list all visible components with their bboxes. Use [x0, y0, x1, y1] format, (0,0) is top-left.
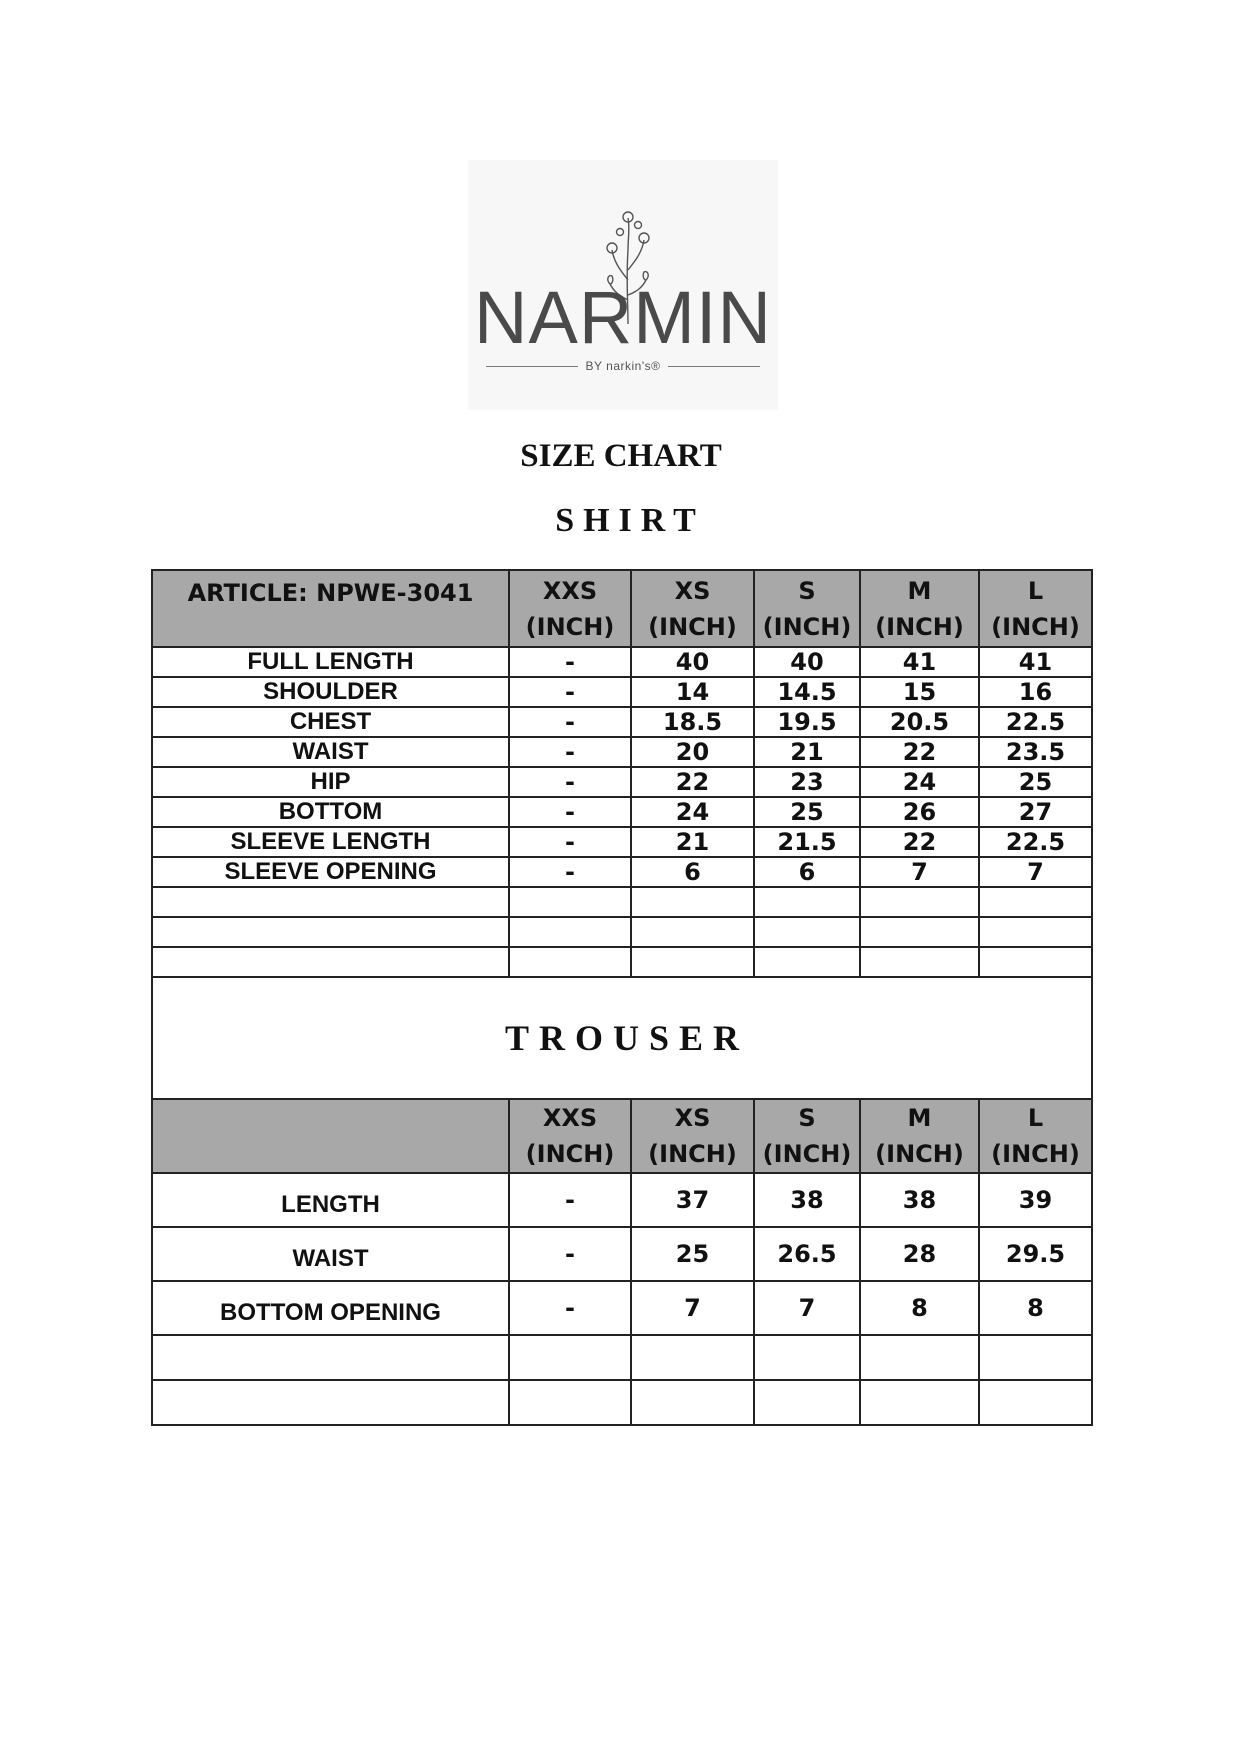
size-code: XXS	[542, 1104, 598, 1132]
measurement-value: 20.5	[860, 707, 979, 737]
measurement-value: 27	[979, 797, 1092, 827]
measurement-value: 15	[860, 677, 979, 707]
brand-logo	[468, 160, 778, 410]
size-unit: (INCH)	[762, 1140, 852, 1168]
size-code: M	[907, 576, 932, 605]
measurement-value: 21	[631, 827, 754, 857]
table-row	[152, 1173, 1092, 1227]
measurement-value: -	[509, 647, 631, 677]
size-unit: (INCH)	[525, 1140, 615, 1168]
size-header	[631, 1099, 754, 1173]
table-row	[152, 647, 1092, 677]
measurement-value: 20	[631, 737, 754, 767]
measurement-label: WAIST	[152, 737, 509, 767]
size-unit: (INCH)	[875, 1140, 964, 1168]
measurement-value: 21	[754, 737, 860, 767]
measurement-value: 23	[754, 767, 860, 797]
measurement-value: -	[509, 1281, 631, 1335]
table-row	[152, 737, 1092, 767]
size-header	[979, 570, 1092, 647]
size-unit: (INCH)	[648, 1140, 737, 1168]
size-unit: (INCH)	[991, 612, 1080, 641]
measurement-value: 18.5	[631, 707, 754, 737]
size-header	[754, 1099, 860, 1173]
empty-row	[152, 887, 1092, 917]
measurement-label: SLEEVE LENGTH	[152, 827, 509, 857]
measurement-value: 22.5	[979, 707, 1092, 737]
measurement-value: -	[509, 677, 631, 707]
measurement-label: FULL LENGTH	[152, 647, 509, 677]
empty-row	[152, 1380, 1092, 1425]
measurement-value: 19.5	[754, 707, 860, 737]
measurement-value: 41	[979, 647, 1092, 677]
page-title: SIZE CHART	[520, 438, 722, 474]
measurement-value: 22.5	[979, 827, 1092, 857]
logo-byline: BY narkin's®	[585, 359, 661, 373]
measurement-value: 16	[979, 677, 1092, 707]
measurement-value: 22	[860, 827, 979, 857]
table-row	[152, 767, 1092, 797]
measurement-value: -	[509, 767, 631, 797]
measurement-value: 41	[860, 647, 979, 677]
measurement-value: 21.5	[754, 827, 860, 857]
measurement-value: 25	[979, 767, 1092, 797]
measurement-value: 6	[754, 857, 860, 887]
measurement-value: 14	[631, 677, 754, 707]
measurement-value: 25	[754, 797, 860, 827]
trouser-section-row	[152, 977, 1092, 1099]
measurement-value: 6	[631, 857, 754, 887]
measurement-value: 25	[631, 1227, 754, 1281]
measurement-label: WAIST	[152, 1227, 509, 1281]
measurement-value: 28	[860, 1227, 979, 1281]
measurement-value: 7	[631, 1281, 754, 1335]
measurement-label: SLEEVE OPENING	[152, 857, 509, 887]
empty-row	[152, 947, 1092, 977]
logo-wordmark: NARMIN	[474, 276, 772, 359]
section-title-trouser	[152, 977, 1092, 1099]
measurement-label: LENGTH	[152, 1173, 509, 1227]
measurement-label: HIP	[152, 767, 509, 797]
measurement-value: 22	[631, 767, 754, 797]
size-code: M	[907, 1104, 932, 1132]
size-code: S	[798, 1104, 816, 1132]
measurement-value: 26.5	[754, 1227, 860, 1281]
measurement-value: -	[509, 857, 631, 887]
table-row	[152, 857, 1092, 887]
size-unit: (INCH)	[762, 612, 852, 641]
blank-header	[152, 1099, 509, 1173]
measurement-value: 40	[754, 647, 860, 677]
measurement-value: -	[509, 737, 631, 767]
size-header	[860, 1099, 979, 1173]
empty-row	[152, 917, 1092, 947]
table-row	[152, 677, 1092, 707]
measurement-value: 8	[979, 1281, 1092, 1335]
size-unit: (INCH)	[991, 1140, 1080, 1168]
measurement-value: -	[509, 707, 631, 737]
measurement-value: 39	[979, 1173, 1092, 1227]
shirt-header-row	[152, 570, 1092, 647]
measurement-value: 22	[860, 737, 979, 767]
measurement-label: BOTTOM OPENING	[152, 1281, 509, 1335]
size-header	[631, 570, 754, 647]
size-code: S	[798, 576, 816, 605]
size-code: XXS	[542, 576, 598, 605]
size-code: L	[1027, 576, 1044, 605]
size-code: L	[1027, 1104, 1044, 1132]
trouser-title-text: TROUSER	[504, 1018, 750, 1058]
measurement-value: 8	[860, 1281, 979, 1335]
measurement-label: BOTTOM	[152, 797, 509, 827]
measurement-value: 38	[860, 1173, 979, 1227]
measurement-value: 37	[631, 1173, 754, 1227]
measurement-value: -	[509, 1227, 631, 1281]
measurement-value: -	[509, 797, 631, 827]
size-header	[509, 1099, 631, 1173]
article-number: ARTICLE: NPWE-3041	[152, 570, 509, 647]
divider	[668, 366, 760, 367]
logo-byline-row	[486, 358, 760, 374]
measurement-value: 7	[860, 857, 979, 887]
empty-row	[152, 1335, 1092, 1380]
table-row	[152, 797, 1092, 827]
size-code: XS	[674, 576, 711, 605]
size-header	[509, 570, 631, 647]
size-header	[979, 1099, 1092, 1173]
table-row	[152, 1281, 1092, 1335]
measurement-value: 24	[860, 767, 979, 797]
measurement-value: 24	[631, 797, 754, 827]
size-unit: (INCH)	[648, 612, 737, 641]
measurement-label: SHOULDER	[152, 677, 509, 707]
measurement-value: -	[509, 1173, 631, 1227]
measurement-value: 23.5	[979, 737, 1092, 767]
measurement-value: -	[509, 827, 631, 857]
measurement-value: 29.5	[979, 1227, 1092, 1281]
measurement-value: 7	[754, 1281, 860, 1335]
trouser-header-row	[152, 1099, 1092, 1173]
size-chart-table	[151, 569, 1093, 1426]
divider	[486, 366, 578, 367]
size-header	[754, 570, 860, 647]
measurement-value: 7	[979, 857, 1092, 887]
size-unit: (INCH)	[875, 612, 964, 641]
measurement-value: 40	[631, 647, 754, 677]
size-code: XS	[674, 1104, 711, 1132]
measurement-value: 38	[754, 1173, 860, 1227]
table-row	[152, 1227, 1092, 1281]
measurement-value: 14.5	[754, 677, 860, 707]
measurement-label: CHEST	[152, 707, 509, 737]
table-row	[152, 707, 1092, 737]
size-header	[860, 570, 979, 647]
table-row	[152, 827, 1092, 857]
measurement-value: 26	[860, 797, 979, 827]
section-title-shirt: SHIRT	[555, 502, 705, 539]
size-unit: (INCH)	[525, 612, 615, 641]
